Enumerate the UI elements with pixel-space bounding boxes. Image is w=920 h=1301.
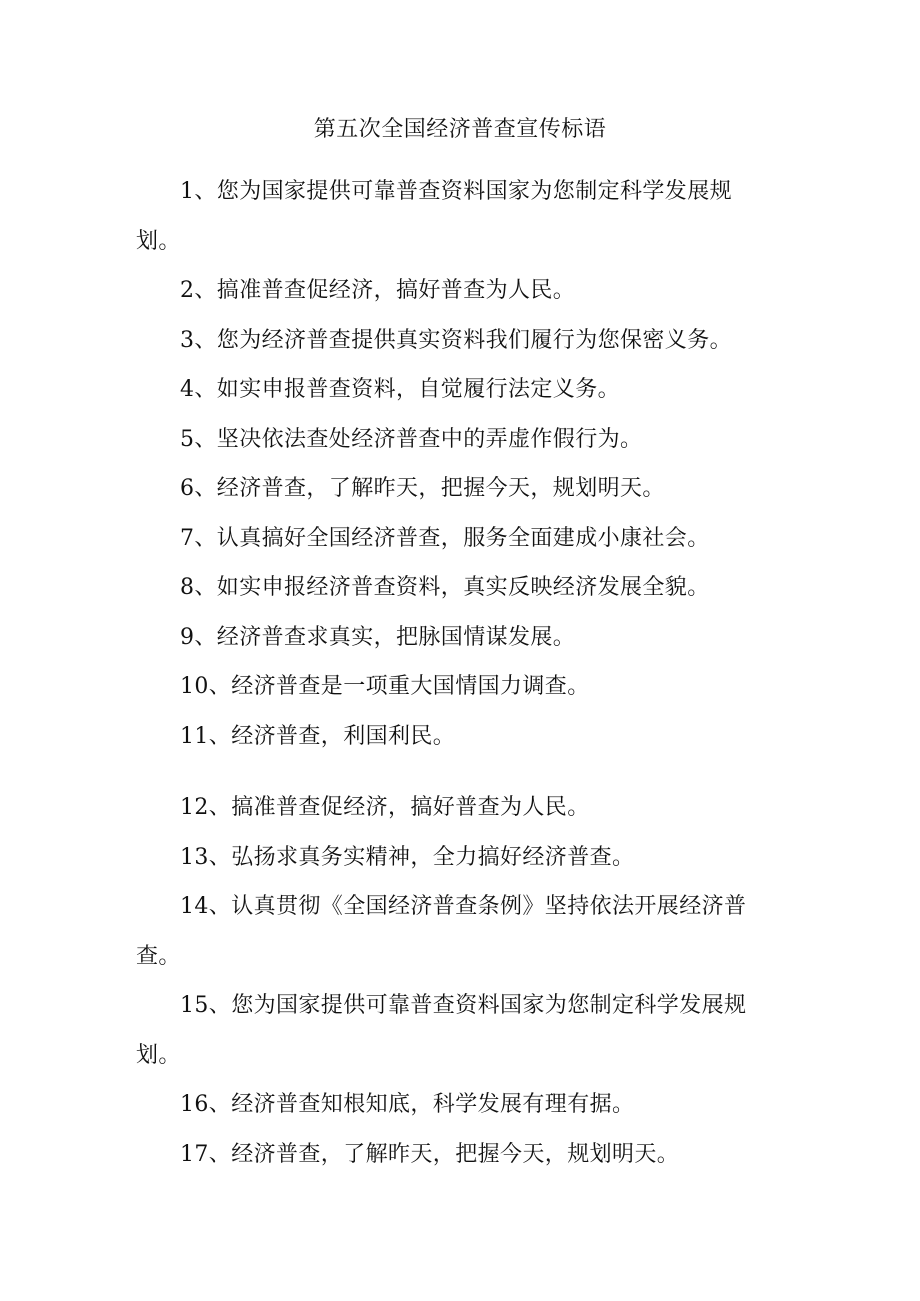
slogan-item: 3、您为经济普查提供真实资料我们履行为您保密义务。	[180, 327, 732, 353]
slogan-item: 14、认真贯彻《全国经济普查条例》坚持依法开展经济普查。	[136, 894, 747, 969]
slogan-item: 2、搞准普查促经济，搞好普查为人民。	[180, 278, 576, 303]
slogan-item: 17、经济普查，了解昨天，把握今天，规划明天。	[180, 1141, 680, 1167]
slogan-item: 16、经济普查知根知底，科学发展有理有据。	[180, 1092, 635, 1117]
slogan-item: 7、认真搞好全国经济普查，服务全面建成小康社会。	[180, 525, 710, 551]
slogan-list	[136, 167, 766, 1179]
slogan-item: 10、经济普查是一项重大国情国力调查。	[180, 674, 590, 699]
slogan-item: 12、搞准普查促经济，搞好普查为人民。	[180, 795, 590, 820]
slogan-item: 6、经济普查，了解昨天，把握今天，规划明天。	[180, 476, 665, 501]
slogan-item: 4、如实申报普查资料，自觉履行法定义务。	[180, 377, 620, 402]
slogan-item: 5、坚决依法查处经济普查中的弄虚作假行为。	[180, 426, 643, 452]
document-title: 第五次全国经济普查宣传标语	[313, 117, 607, 142]
slogan-item: 1、您为国家提供可靠普查资料国家为您制定科学发展规划。	[136, 179, 732, 254]
slogan-item: 13、弘扬求真务实精神，全力搞好经济普查。	[180, 844, 635, 870]
slogan-item: 15、您为国家提供可靠普查资料国家为您制定科学发展规划。	[136, 993, 747, 1068]
slogan-item: 9、经济普查求真实，把脉国情谋发展。	[180, 624, 576, 650]
slogan-item: 8、如实申报经济普查资料，真实反映经济发展全貌。	[180, 575, 710, 600]
slogan-item: 11、经济普查，利国利民。	[180, 723, 456, 749]
